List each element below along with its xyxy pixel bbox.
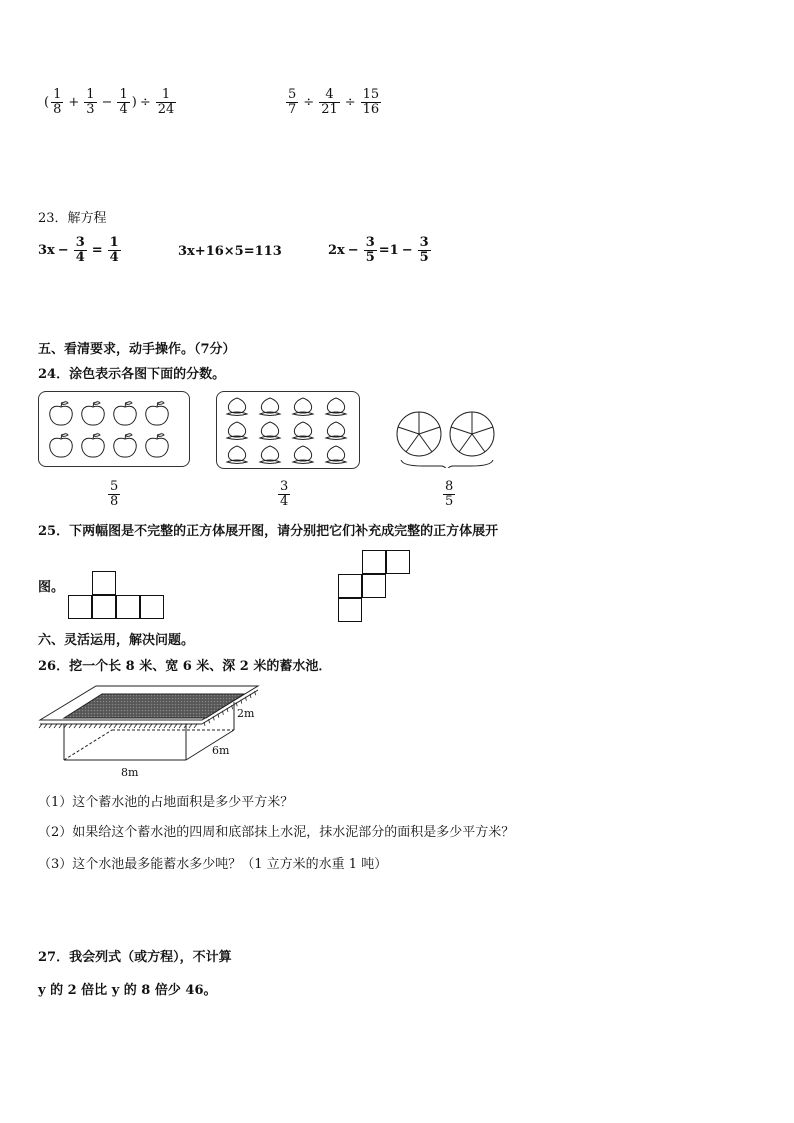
fraction-3-4: $\frac{3}{4}$ <box>280 479 289 509</box>
pool-width-label: 6m <box>212 744 230 757</box>
q27-line: y 的 2 倍比 y 的 8 倍少 46。 <box>38 983 217 998</box>
expression-1: ( $\frac{1}{8}$ + $\frac{1}{3}$ − $\frac{1}{4}$ ) ÷ $\frac{1}{24}$ <box>44 87 175 117</box>
q26-sub-2: （2）如果给这个蓄水池的四周和底部抹上水泥，抹水泥部分的面积是多少平方米？ <box>38 825 515 840</box>
apple-icon <box>146 434 169 457</box>
paren-open: ( <box>44 94 50 110</box>
apple-icon <box>50 434 73 457</box>
peach-icon <box>227 398 247 416</box>
peach-icon <box>227 422 247 440</box>
apple-icon <box>114 434 137 457</box>
pool-height-label: 2m <box>237 707 255 720</box>
section-6-heading: 六、灵活运用，解决问题。 <box>38 633 195 648</box>
brace <box>401 460 493 468</box>
net-square <box>338 574 362 598</box>
net-square <box>386 550 410 574</box>
section-5-heading: 五、看清要求，动手操作。（7分） <box>38 342 236 357</box>
peach-icon <box>293 422 313 440</box>
peach-icon <box>326 422 346 440</box>
apple-icon <box>114 402 137 425</box>
peach-box <box>216 391 360 469</box>
fraction: $\frac{4}{21}$ <box>321 87 338 117</box>
equation-1: 3x − $\frac{3}{4}$ = $\frac{1}{4}$ <box>38 235 119 265</box>
peach-icon <box>260 446 280 464</box>
q26-title: 26．挖一个长 8 米、宽 6 米、深 2 米的蓄水池． <box>38 659 332 674</box>
fraction: $\frac{3}{5}$ <box>419 235 429 265</box>
apple-icon <box>146 402 169 425</box>
pool-length-label: 8m <box>121 766 139 779</box>
fraction: $\frac{1}{4}$ <box>119 87 128 117</box>
fraction: $\frac{3}{4}$ <box>75 235 85 265</box>
pool-drawing <box>36 682 266 782</box>
peach-icon <box>293 446 313 464</box>
q26-sub-3: （3）这个水池最多能蓄水多少吨？（1 立方米的水重 1 吨） <box>38 857 388 872</box>
peach-icon <box>326 398 346 416</box>
fraction-5-8: $\frac{5}{8}$ <box>110 479 119 509</box>
fraction-8-5: $\frac{8}{5}$ <box>445 479 454 509</box>
apple-icon <box>82 434 105 457</box>
net-square <box>92 595 116 619</box>
net-square <box>92 571 116 595</box>
net-square <box>362 574 386 598</box>
net-square <box>362 550 386 574</box>
circles-drawing <box>393 408 503 468</box>
expression-2: $\frac{5}{7}$ ÷ $\frac{4}{21}$ ÷ $\frac{15}{16}$ <box>288 87 380 117</box>
peach-icon <box>260 398 280 416</box>
peach-icon <box>227 446 247 464</box>
equation-2: 3x+16×5=113 <box>178 244 282 259</box>
equation-3: 2x − $\frac{3}{5}$ =1 − $\frac{3}{5}$ <box>328 235 429 265</box>
fraction: $\frac{1}{3}$ <box>86 87 95 117</box>
fraction: $\frac{1}{24}$ <box>157 87 175 117</box>
peach-icon <box>260 422 280 440</box>
apple-box <box>38 391 190 467</box>
fraction: $\frac{5}{7}$ <box>288 87 297 117</box>
fraction: $\frac{1}{4}$ <box>109 235 119 265</box>
net-square <box>338 598 362 622</box>
paren-close: ) <box>131 94 137 110</box>
fraction: $\frac{3}{5}$ <box>365 235 375 265</box>
q25-continued: 图。 <box>38 580 65 595</box>
q26-sub-1: （1）这个蓄水池的占地面积是多少平方米？ <box>38 795 294 810</box>
net-square <box>68 595 92 619</box>
apple-icon <box>50 402 73 425</box>
peach-icon <box>293 398 313 416</box>
fraction: $\frac{15}{16}$ <box>362 87 380 117</box>
peaches-drawing <box>217 392 359 468</box>
fraction: $\frac{1}{8}$ <box>53 87 62 117</box>
apples-drawing <box>39 392 189 466</box>
net-square <box>116 595 140 619</box>
q23-title: 23．解方程 <box>38 211 107 226</box>
net-square <box>140 595 164 619</box>
apple-icon <box>82 402 105 425</box>
peach-icon <box>326 446 346 464</box>
q27-title: 27．我会列式（或方程），不计算 <box>38 950 232 965</box>
q25-title: 25．下两幅图是不完整的正方体展开图，请分别把它们补充成完整的正方体展开 <box>38 524 499 539</box>
q24-title: 24．涂色表示各图下面的分数。 <box>38 367 226 382</box>
